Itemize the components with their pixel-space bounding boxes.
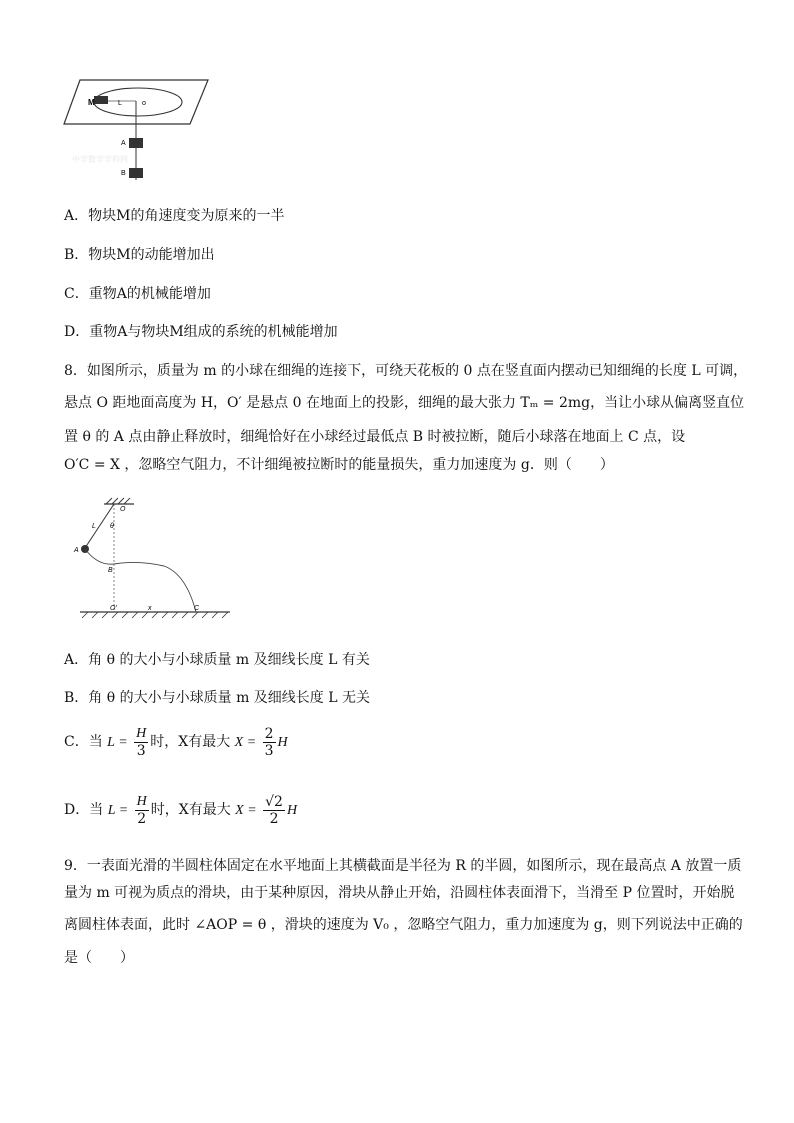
q8-stem-line-3: 置 θ 的 A 点由静止释放时，细绳恰好在小球经过最低点 B 时被拉断，随后小球落在地面上 C 点，设 — [64, 429, 686, 445]
fig2-label-theta: θ — [110, 523, 114, 530]
figure-turntable — [58, 72, 218, 192]
q8-option-d: D．当 L = $\frac{H}{2}$ 时，X有最大 X = $\frac{√2}{2}$ H — [64, 793, 298, 827]
fig1-label-L: L — [118, 100, 122, 107]
q8-option-c: C．当 L = $\frac{H}{3}$ 时，X有最大 X = $\frac{2}{3}$ H — [64, 725, 288, 759]
fig1-watermark: 中学数学学科网 — [72, 155, 128, 164]
fig2-label-A: A — [74, 547, 79, 554]
q8-stem-line-2: 悬点 O 距地面高度为 H，O′ 是悬点 0 在地面上的投影，细绳的最大张力 Tₘ = 2mg，当让小球从偏离竖直位 — [64, 395, 745, 411]
q8-option-b: B．角 θ 的大小与小球质量 m 及细线长度 L 无关 — [64, 690, 370, 706]
q8-option-a: A．角 θ 的大小与小球质量 m 及细线长度 L 有关 — [64, 652, 370, 668]
q7-option-a: A．物块M的角速度变为原来的一半 — [64, 208, 285, 224]
q9-stem-line-3: 离圆柱体表面，此时 ∠AOP = θ ，滑块的速度为 V₀ ，忽略空气阻力，重力加速度为 g，则下列说法中正确的 — [64, 917, 743, 933]
q9-stem-line-1: 9．一表面光滑的半圆柱体固定在水平地面上其横截面是半径为 R 的半圆，如图所示，现在最高点 A 放置一质 — [64, 858, 742, 874]
fig1-label-M: M — [88, 98, 95, 107]
fig2-label-B: B — [108, 567, 113, 574]
fig1-label-O: o — [142, 100, 146, 107]
fig2-label-x: x — [148, 605, 152, 612]
fig2-label-C: C — [194, 605, 200, 612]
q8-stem-line-4: O′C = X ，忽略空气阻力，不计细绳被拉断时的能量损失，重力加速度为 g．则（ ） — [64, 457, 614, 473]
q8-stem-line-1: 8．如图所示，质量为 m 的小球在细绳的连接下，可绕天花板的 0 点在竖直面内摆动已知细绳的长度 L 可调， — [64, 363, 748, 379]
fig2-label-O: O — [120, 506, 126, 513]
fig1-label-B: B — [121, 170, 126, 177]
fig1-label-A: A — [121, 140, 126, 147]
q7-option-b: B．物块M的动能增加出 — [64, 247, 215, 263]
q7-option-d: D．重物A与物块M组成的系统的机械能增加 — [64, 324, 338, 340]
fig2-label-Oprime: O' — [110, 605, 117, 612]
figure-pendulum — [68, 496, 248, 626]
fig2-label-L: L — [92, 523, 96, 530]
q9-stem-line-2: 量为 m 可视为质点的滑块，由于某种原因，滑块从静止开始，沿圆柱体表面滑下，当滑至 P 位置时，开始脱 — [64, 885, 735, 901]
q9-stem-line-4: 是（ ） — [64, 950, 134, 966]
q7-option-c: C．重物A的机械能增加 — [64, 286, 211, 302]
